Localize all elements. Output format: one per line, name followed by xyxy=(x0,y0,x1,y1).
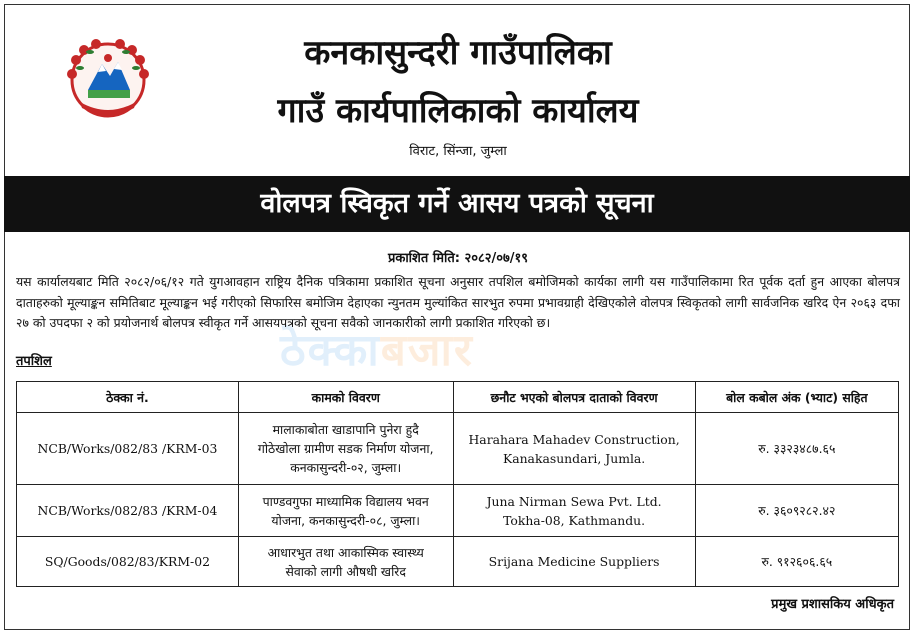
bidder-line: Harahara Mahadev Construction, xyxy=(468,431,680,447)
bidder-cell xyxy=(453,485,695,537)
office-address: विराट, सिंन्जा, जुम्ला xyxy=(409,144,507,159)
bid-amount-cell: रु. ९१२६०६.६५ xyxy=(695,537,898,587)
signatory-title: प्रमुख प्रशासकिय अधिकृत xyxy=(771,597,894,612)
municipality-title: कनकासुन्दरी गाउँपालिका xyxy=(304,33,612,73)
watermark-part2: बजार xyxy=(380,325,474,376)
work-description-cell xyxy=(238,485,453,537)
work-line: योजना, कनकासुन्दरी-०८, जुम्ला। xyxy=(271,512,420,528)
details-section-label: तपशिल xyxy=(16,354,52,369)
contract-table xyxy=(16,381,899,587)
bidder-line: Tokha-08, Kathmandu. xyxy=(503,512,646,528)
publication-date: प्रकाशित मिति: २०८२/०७/१९ xyxy=(387,251,529,266)
contract-no-cell: SQ/Goods/082/83/KRM-02 xyxy=(17,537,239,587)
contract-no-cell: NCB/Works/082/83 /KRM-04 xyxy=(17,485,239,537)
work-line: आधारभुत तथा आकास्मिक स्वास्थ्य xyxy=(267,544,424,560)
bidder-cell xyxy=(453,537,695,587)
notice-body-paragraph: यस कार्यालयबाट मिति २०८२/०६/१२ गते युगआवहान राष्ट्रिय दैनिक पत्रिकामा प्रकाशित सूचना अनुसार तपशिल बमोजिमको कार्यका लागी यस गाउँपालिकामा रित पूर्वक दर्ता हुन आएका बोलपत्र दाताहरुको मूल्याङ्कन समितिबाट मूल्याङ्कन भई गरीएको सिफारिस बमोजिम देहाएका न्युनतम मुल्यांकित सारभुत रुपमा प्रभावग्राही देखिएकोले वोलपत्र स्विकृतको लागी सार्वजनिक खरिद ऐन २०६३ दफा २७ को उपदफा २ को प्रयोजनार्थ बोलपत्र स्वीकृत गर्ने आसयपत्रको सूचना सवैको जानकारीको लागी प्रकाशित गरिएको छ। xyxy=(16,274,900,330)
bidder-line: Srijana Medicine Suppliers xyxy=(488,554,660,569)
watermark-part1: ठेक्का xyxy=(280,325,381,376)
work-line: गोठेखोला ग्रामीण सडक निर्माण योजना, xyxy=(257,441,434,456)
table-row xyxy=(17,537,899,587)
table-row xyxy=(17,413,899,485)
work-description-cell xyxy=(238,413,453,485)
office-title: गाउँ कार्यपालिकाको कार्यालय xyxy=(277,91,639,131)
bidder-line: Kanakasundari, Jumla. xyxy=(502,450,646,466)
government-emblem-logo xyxy=(58,38,158,120)
notice-banner-title: वोलपत्र स्विकृत गर्ने आसय पत्रको सूचना xyxy=(4,176,910,232)
bid-amount-cell: रु. ३३२३४८७.६५ xyxy=(695,413,898,485)
table-header-row xyxy=(17,382,899,413)
work-description-cell xyxy=(238,537,453,587)
work-line: सेवाको लागी औषधी खरिद xyxy=(285,563,406,579)
column-header-bidder: छनौट भएको बोलपत्र दाताको विवरण xyxy=(453,382,695,413)
column-header-bid-amount: बोल कबोल अंक (भ्याट) सहित xyxy=(695,382,898,413)
contract-no-cell: NCB/Works/082/83 /KRM-03 xyxy=(17,413,239,485)
work-line: कनकासुन्दरी-०२, जुम्ला। xyxy=(290,460,402,475)
bid-amount-cell: रु. ३६०९२८२.४२ xyxy=(695,485,898,537)
work-line: मालाकाबोता खाडापानि पुनेरा हुदै xyxy=(272,422,419,437)
work-line: पाण्डवगुफा माध्यामिक विद्यालय भवन xyxy=(262,493,429,509)
bidder-line: Juna Nirman Sewa Pvt. Ltd. xyxy=(486,493,662,509)
bidder-cell xyxy=(453,413,695,485)
table-row xyxy=(17,485,899,537)
column-header-work-description: कामको विवरण xyxy=(238,382,453,413)
column-header-contract-no: ठेक्का नं. xyxy=(17,382,239,413)
